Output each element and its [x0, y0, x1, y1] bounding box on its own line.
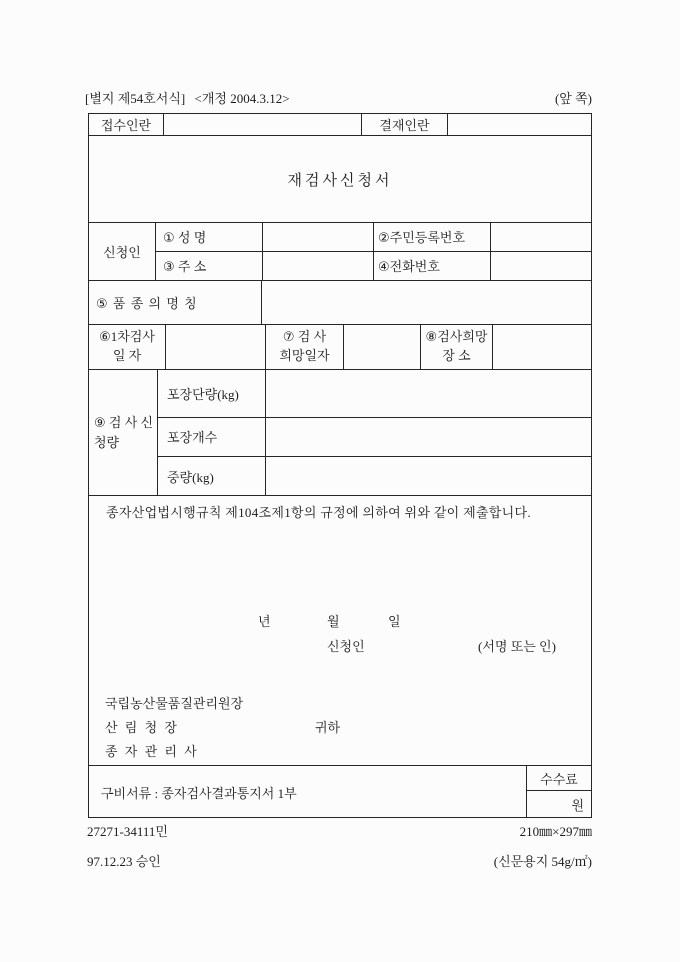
document-number: 27271-34111민 — [87, 824, 168, 839]
pack-count-label: 포장개수 — [158, 418, 266, 457]
quantity-block — [89, 370, 591, 496]
receipt-stamp-label: 접수인란 — [89, 114, 164, 135]
weight-input[interactable] — [266, 457, 591, 495]
signature-seal-label: (서명 또는 인) — [478, 639, 556, 654]
declaration-area — [89, 496, 591, 766]
applicant-block — [89, 223, 591, 281]
hoped-date-line2: 희망일자 — [279, 348, 330, 363]
form-code-line — [85, 88, 296, 107]
variety-input-cell[interactable] — [262, 281, 591, 324]
hoped-inspection-date-input[interactable] — [344, 325, 421, 369]
form-revision: <개정 2004.3.12> — [194, 91, 290, 106]
year-label: 년 — [258, 614, 271, 629]
address-label: ③ 주 소 — [156, 252, 263, 280]
declaration-sentence: 종자산업법시행규칙 제104조제1항의 규정에 의하여 위와 같이 제출합니다. — [106, 505, 531, 520]
first-inspection-date-line1: ⑥1차검사 — [99, 329, 155, 345]
day-label: 일 — [388, 614, 401, 629]
form-code: [별지 제54호서식] — [85, 91, 186, 106]
addressee-forest-service: 산 림 청 장 — [105, 720, 179, 735]
attachments-row — [89, 766, 591, 818]
addressee-naqs: 국립농산물품질관리원장 — [105, 696, 244, 711]
page-footer — [87, 821, 592, 881]
approval-date: 97.12.23 승인 — [87, 854, 161, 869]
signature-applicant-label: 신청인 — [327, 639, 365, 654]
variety-row — [89, 281, 591, 325]
name-label: ① 성 명 — [156, 223, 263, 251]
name-input-cell[interactable] — [263, 223, 374, 251]
addressee-seed-manager: 종 자 관 리 사 — [105, 744, 199, 759]
weight-row — [158, 457, 591, 495]
inspection-row — [89, 325, 591, 370]
paper-spec: (신문용지 54g/㎡) — [493, 854, 592, 869]
first-inspection-date-line2: 일 자 — [112, 348, 142, 363]
quantity-group-line2: 청량 — [94, 434, 120, 450]
applicant-group-label: 신청인 — [89, 223, 156, 280]
hoped-place-line2: 장 소 — [442, 348, 471, 363]
quantity-group-line1: ⑨ 검 사 신 — [94, 415, 154, 430]
attachments-label: 구비서류 : 종자검사결과통지서 1부 — [89, 766, 527, 818]
application-form-table — [88, 113, 592, 818]
paper-size: 210㎜×297㎜ — [519, 824, 592, 839]
hoped-date-line1: ⑦ 검 사 — [282, 329, 327, 345]
receipt-stamp-area[interactable] — [164, 114, 362, 135]
pack-unit-input[interactable] — [266, 370, 591, 417]
approval-stamp-label: 결재인란 — [362, 114, 448, 135]
applicant-address-row — [156, 252, 591, 280]
stamp-row — [89, 114, 591, 136]
variety-label: ⑤ 품 종 의 명 칭 — [89, 281, 262, 324]
form-title: 재검사신청서 — [89, 136, 591, 223]
month-label: 월 — [327, 614, 340, 629]
pack-unit-label: 포장단량(kg) — [158, 370, 266, 417]
first-inspection-date-label — [89, 325, 166, 369]
rrn-input-cell[interactable] — [491, 223, 591, 251]
phone-input-cell[interactable] — [491, 252, 591, 280]
fee-column — [527, 766, 591, 818]
address-input-cell[interactable] — [263, 252, 374, 280]
hoped-place-line1: ⑧검사희망 — [425, 329, 488, 345]
page-side-label: (앞 쪽) — [554, 91, 592, 106]
hoped-inspection-date-label — [266, 325, 344, 369]
weight-label: 중량(kg) — [158, 457, 266, 495]
hoped-inspection-place-label — [421, 325, 493, 369]
applicant-name-row — [156, 223, 591, 252]
page-header — [85, 88, 592, 107]
pack-count-row — [158, 418, 591, 458]
hoped-inspection-place-input[interactable] — [493, 325, 591, 369]
quantity-group-label — [89, 370, 158, 495]
fee-unit-label: 원 — [571, 798, 584, 813]
pack-count-input[interactable] — [266, 418, 591, 457]
addressee-honorific: 귀하 — [315, 720, 341, 735]
phone-label: ④전화번호 — [374, 252, 491, 280]
pack-unit-row — [158, 370, 591, 418]
rrn-label: ②주민등록번호 — [374, 223, 491, 251]
first-inspection-date-input[interactable] — [166, 325, 266, 369]
fee-label: 수수료 — [527, 766, 591, 791]
approval-stamp-area[interactable] — [448, 114, 591, 135]
